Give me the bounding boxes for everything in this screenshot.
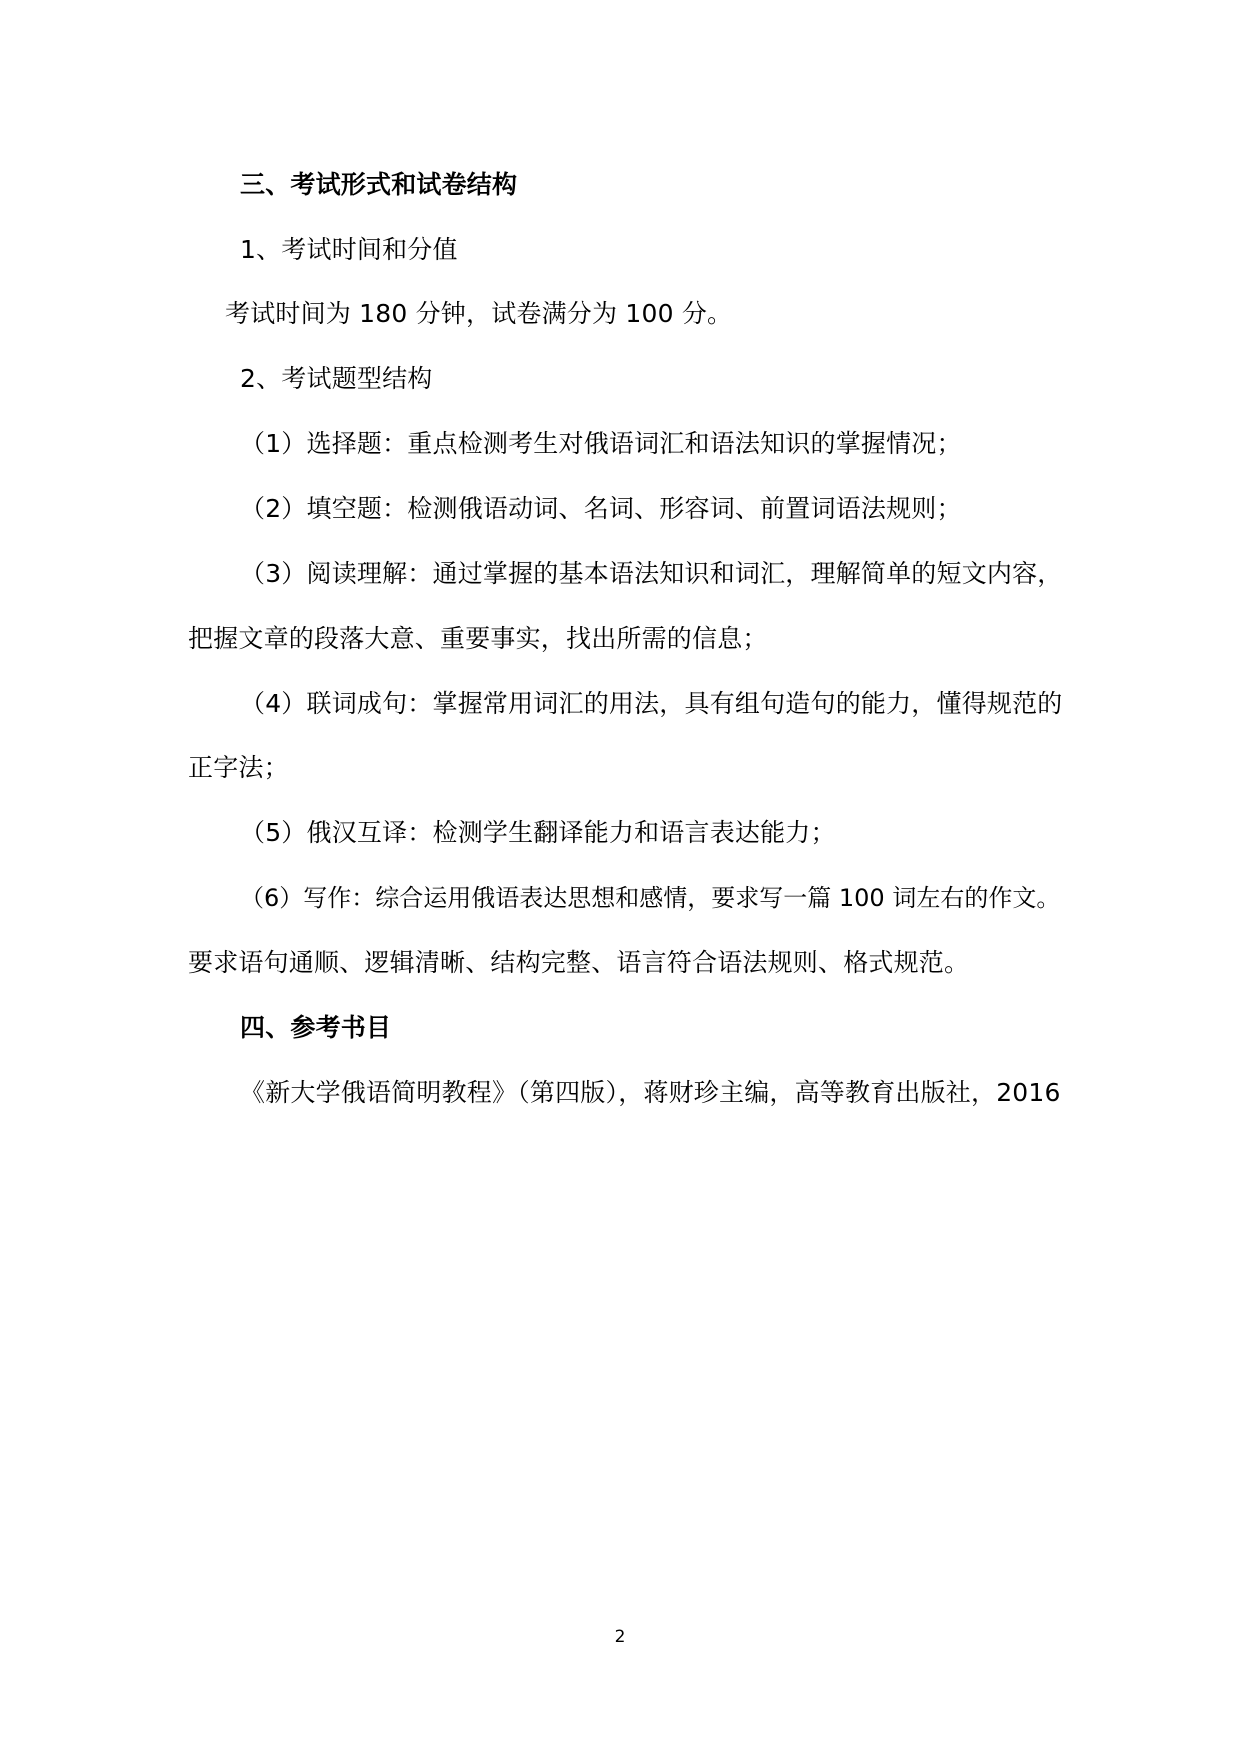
question-type-item-6-line-2: 要求语句通顺、逻辑清晰、结构完整、语言符合语法规则、格式规范。 (188, 948, 970, 977)
question-type-item-5: （5）俄汉互译：检测学生翻译能力和语言表达能力； (240, 818, 836, 847)
page-number: 2 (614, 1627, 626, 1647)
subsection-2-heading: 2、考试题型结构 (240, 364, 433, 393)
section-4-heading: 四、参考书目 (240, 1013, 392, 1042)
question-type-item-3-line-2: 把握文章的段落大意、重要事实，找出所需的信息； (188, 624, 768, 653)
question-type-item-3-line-1: （3）阅读理解：通过掌握的基本语法知识和词汇，理解简单的短文内容， (240, 559, 1063, 588)
question-type-item-4-line-2: 正字法； (188, 753, 289, 782)
question-type-item-2: （2）填空题：检测俄语动词、名词、形容词、前置词语法规则； (240, 494, 962, 523)
question-type-item-4-line-1: （4）联词成句：掌握常用词汇的用法，具有组句造句的能力，懂得规范的 (240, 689, 1063, 718)
reference-book: 《新大学俄语简明教程》（第四版），蒋财珍主编，高等教育出版社，2016 (240, 1078, 1061, 1107)
subsection-1-heading: 1、考试时间和分值 (240, 235, 458, 264)
exam-time-paragraph: 考试时间为 180 分钟，试卷满分为 100 分。 (225, 299, 733, 328)
question-type-item-1: （1）选择题：重点检测考生对俄语词汇和语法知识的掌握情况； (240, 429, 962, 458)
section-3-heading: 三、考试形式和试卷结构 (240, 170, 518, 199)
question-type-item-6-line-1: （6）写作：综合运用俄语表达思想和感情，要求写一篇 100 词左右的作文。 (240, 884, 1061, 912)
